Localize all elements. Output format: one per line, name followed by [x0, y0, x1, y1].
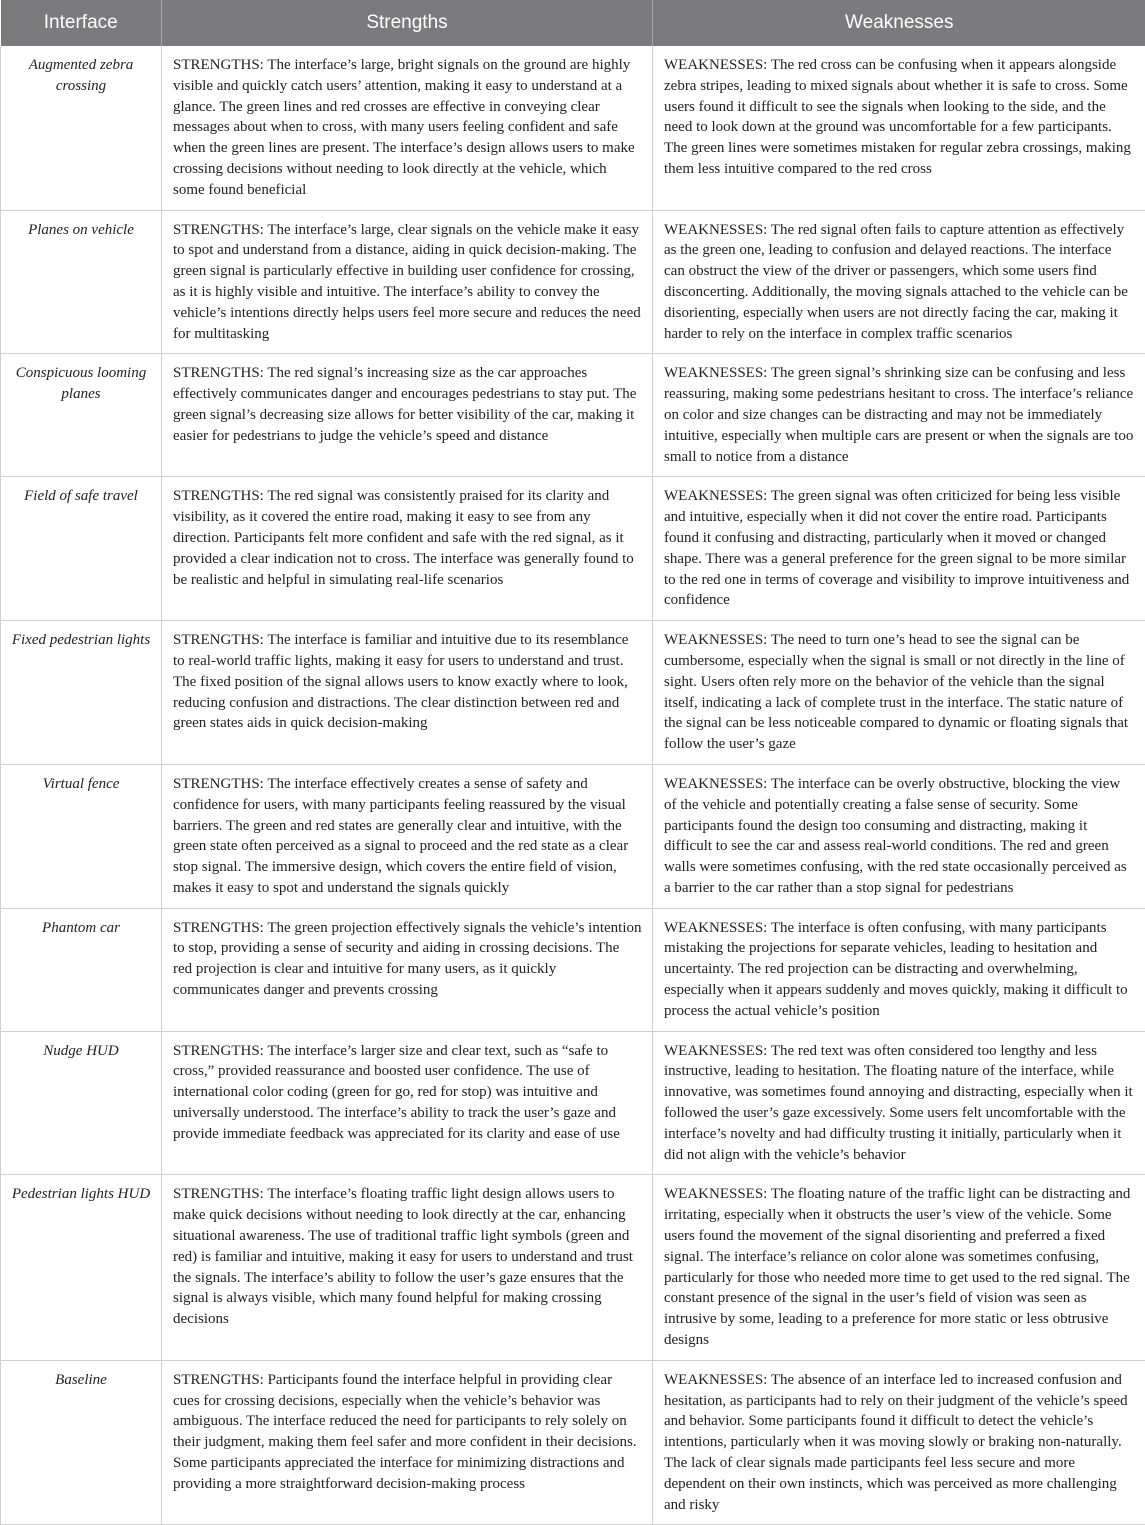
interface-cell: Conspicuous looming planes — [1, 354, 162, 477]
strengths-cell: STRENGTHS: The interface’s floating traffic light design allows users to make quick decisions without needing to look directly at the car, enhancing situational awareness. The use of traditional traffic light symbols (green and red) is familiar and intuitive, making it easy for users to understand and trust the signals. The interface’s ability to follow the user’s gaze ensures that the signal is always visible, which many found helpful for making crossing decisions — [162, 1175, 653, 1360]
interface-cell: Baseline — [1, 1360, 162, 1525]
weaknesses-cell: WEAKNESSES: The interface is often confusing, with many participants mistaking the projections for separate vehicles, leading to hesitation and uncertainty. The red projection can be distracting and overwhelming, especially when it appears suddenly and moves quickly, making it difficult to process the actual vehicle’s position — [653, 908, 1145, 1031]
strengths-cell: STRENGTHS: The interface effectively creates a sense of safety and confidence for users, with many participants feeling reassured by the visual barriers. The green and red states are generally clear and intuitive, with the green state often perceived as a signal to proceed and the red state as a clear stop signal. The immersive design, which covers the entire field of vision, makes it easy to spot and understand the signals quickly — [162, 764, 653, 908]
table-row — [1, 210, 1145, 354]
weaknesses-cell: WEAKNESSES: The interface can be overly obstructive, blocking the view of the vehicle and potentially creating a false sense of security. Some participants found the design too consuming and distracting, making it difficult to see the car and assess real-world conditions. The red and green walls were sometimes confusing, with the red state occasionally perceived as a barrier to the car rather than a stop signal for pedestrians — [653, 764, 1145, 908]
weaknesses-cell: WEAKNESSES: The green signal was often criticized for being less visible and intuitive, especially when it did not cover the entire road. Participants found it confusing and distracting, particularly when it moved or changed shape. There was a general preference for the green signal to be more similar to the red one in terms of coverage and visibility to improve intuitiveness and confidence — [653, 477, 1145, 621]
interface-cell: Pedestrian lights HUD — [1, 1175, 162, 1360]
table-row — [1, 764, 1145, 908]
header-interface: Interface — [1, 0, 162, 46]
weaknesses-cell: WEAKNESSES: The red text was often considered too lengthy and less instructive, leading to hesitation. The floating nature of the interface, while innovative, was sometimes found annoying and distracting, especially when it followed the user’s gaze excessively. Some users felt uncomfortable with the interface’s novelty and had difficulty trusting it initially, particularly when it did not align with the vehicle’s behavior — [653, 1031, 1145, 1175]
header-strengths: Strengths — [162, 0, 653, 46]
interface-cell: Virtual fence — [1, 764, 162, 908]
weaknesses-cell: WEAKNESSES: The green signal’s shrinking size can be confusing and less reassuring, making some pedestrians hesitant to cross. The interface’s reliance on color and size changes can be distracting and may not be immediately intuitive, especially when multiple cars are present or when the signals are too small to notice from a distance — [653, 354, 1145, 477]
strengths-cell: STRENGTHS: Participants found the interface helpful in providing clear cues for crossing decisions, especially when the vehicle’s behavior was ambiguous. The interface reduced the need for participants to rely solely on their judgment, making them feel safer and more confident in their decisions. Some participants appreciated the interface for minimizing distractions and providing a more straightforward decision-making process — [162, 1360, 653, 1525]
table-row — [1, 46, 1145, 210]
weaknesses-cell: WEAKNESSES: The red signal often fails to capture attention as effectively as the green one, leading to confusion and delayed reactions. The interface can obstruct the view of the driver or passengers, which some users find disconcerting. Additionally, the moving signals attached to the vehicle can be disorienting, especially when users are not directly facing the car, making it harder to rely on the interface in complex traffic scenarios — [653, 210, 1145, 354]
strengths-cell: STRENGTHS: The red signal was consistently praised for its clarity and visibility, as it covered the entire road, making it easy to see from any direction. Participants felt more confident and safe with the red signal, as it provided a clear indication not to cross. The interface was generally found to be realistic and helpful in simulating real-life scenarios — [162, 477, 653, 621]
table-body — [1, 46, 1145, 1525]
interface-cell: Fixed pedestrian lights — [1, 621, 162, 765]
weaknesses-cell: WEAKNESSES: The red cross can be confusing when it appears alongside zebra stripes, leading to mixed signals about whether it is safe to cross. Some users found it difficult to see the signals when looking to the side, and the need to look down at the ground was uncomfortable for a few participants. The green lines were sometimes mistaken for regular zebra crossings, making them less intuitive compared to the red cross — [653, 46, 1145, 210]
table-row — [1, 1175, 1145, 1360]
strengths-cell: STRENGTHS: The interface’s large, clear signals on the vehicle make it easy to spot and understand from a distance, aiding in quick decision-making. The green signal is particularly effective in building user confidence for crossing, as it is highly visible and intuitive. The interface’s ability to convey the vehicle’s intentions directly helps users feel more secure and reduces the need for multitasking — [162, 210, 653, 354]
table-row — [1, 477, 1145, 621]
table-row — [1, 621, 1145, 765]
interface-cell: Phantom car — [1, 908, 162, 1031]
table-header — [1, 0, 1145, 46]
strengths-cell: STRENGTHS: The interface’s larger size and clear text, such as “safe to cross,” provided reassurance and boosted user confidence. The use of international color coding (green for go, red for stop) was intuitive and universally understood. The interface’s ability to track the user’s gaze and provide immediate feedback was appreciated for its clarity and ease of use — [162, 1031, 653, 1175]
weaknesses-cell: WEAKNESSES: The floating nature of the traffic light can be distracting and irritating, especially when it obstructs the user’s view of the vehicle. Some users found the movement of the signal disorienting and preferred a fixed signal. The interface’s reliance on color alone was sometimes confusing, particularly for those who needed more time to get used to the red signal. The constant presence of the signal in the user’s field of vision was seen as intrusive by some, leading to a preference for more static or less obtrusive designs — [653, 1175, 1145, 1360]
interface-cell: Field of safe travel — [1, 477, 162, 621]
interface-cell: Nudge HUD — [1, 1031, 162, 1175]
interface-cell: Augmented zebra crossing — [1, 46, 162, 210]
strengths-cell: STRENGTHS: The green projection effectively signals the vehicle’s intention to stop, providing a sense of security and aiding in crossing decisions. The red projection is clear and intuitive for many users, as it quickly communicates danger and prevents crossing — [162, 908, 653, 1031]
header-weaknesses: Weaknesses — [653, 0, 1145, 46]
table-row — [1, 908, 1145, 1031]
interface-cell: Planes on vehicle — [1, 210, 162, 354]
header-row — [1, 0, 1145, 46]
strengths-cell: STRENGTHS: The interface’s large, bright signals on the ground are highly visible and quickly catch users’ attention, making it easy to understand at a glance. The green lines and red crosses are effective in conveying clear messages about when to cross, with many users feeling confident and safe when the green lines are present. The interface’s design allows users to make crossing decisions without needing to look directly at the vehicle, which some found beneficial — [162, 46, 653, 210]
strengths-cell: STRENGTHS: The interface is familiar and intuitive due to its resemblance to real-world traffic lights, making it easy for users to understand and trust. The fixed position of the signal allows users to know exactly where to look, reducing confusion and distractions. The clear distinction between red and green states aids in quick decision-making — [162, 621, 653, 765]
table-row — [1, 1031, 1145, 1175]
table-row — [1, 1360, 1145, 1525]
weaknesses-cell: WEAKNESSES: The absence of an interface led to increased confusion and hesitation, as participants had to rely on their judgment of the vehicle’s speed and behavior. Some participants found it difficult to detect the vehicle’s intentions, particularly when it was moving slowly or braking non-naturally. The lack of clear signals made participants feel less secure and more dependent on their own instincts, which was perceived as more challenging and risky — [653, 1360, 1145, 1525]
weaknesses-cell: WEAKNESSES: The need to turn one’s head to see the signal can be cumbersome, especially when the signal is small or not directly in the line of sight. Users often rely more on the behavior of the vehicle than the signal itself, indicating a lack of complete trust in the interface. The static nature of the signal can be less noticeable compared to dynamic or floating signals that follow the user’s gaze — [653, 621, 1145, 765]
strengths-cell: STRENGTHS: The red signal’s increasing size as the car approaches effectively communicates danger and encourages pedestrians to stay put. The green signal’s decreasing size allows for better visibility of the car, making it easier for pedestrians to judge the vehicle’s speed and distance — [162, 354, 653, 477]
table-row — [1, 354, 1145, 477]
